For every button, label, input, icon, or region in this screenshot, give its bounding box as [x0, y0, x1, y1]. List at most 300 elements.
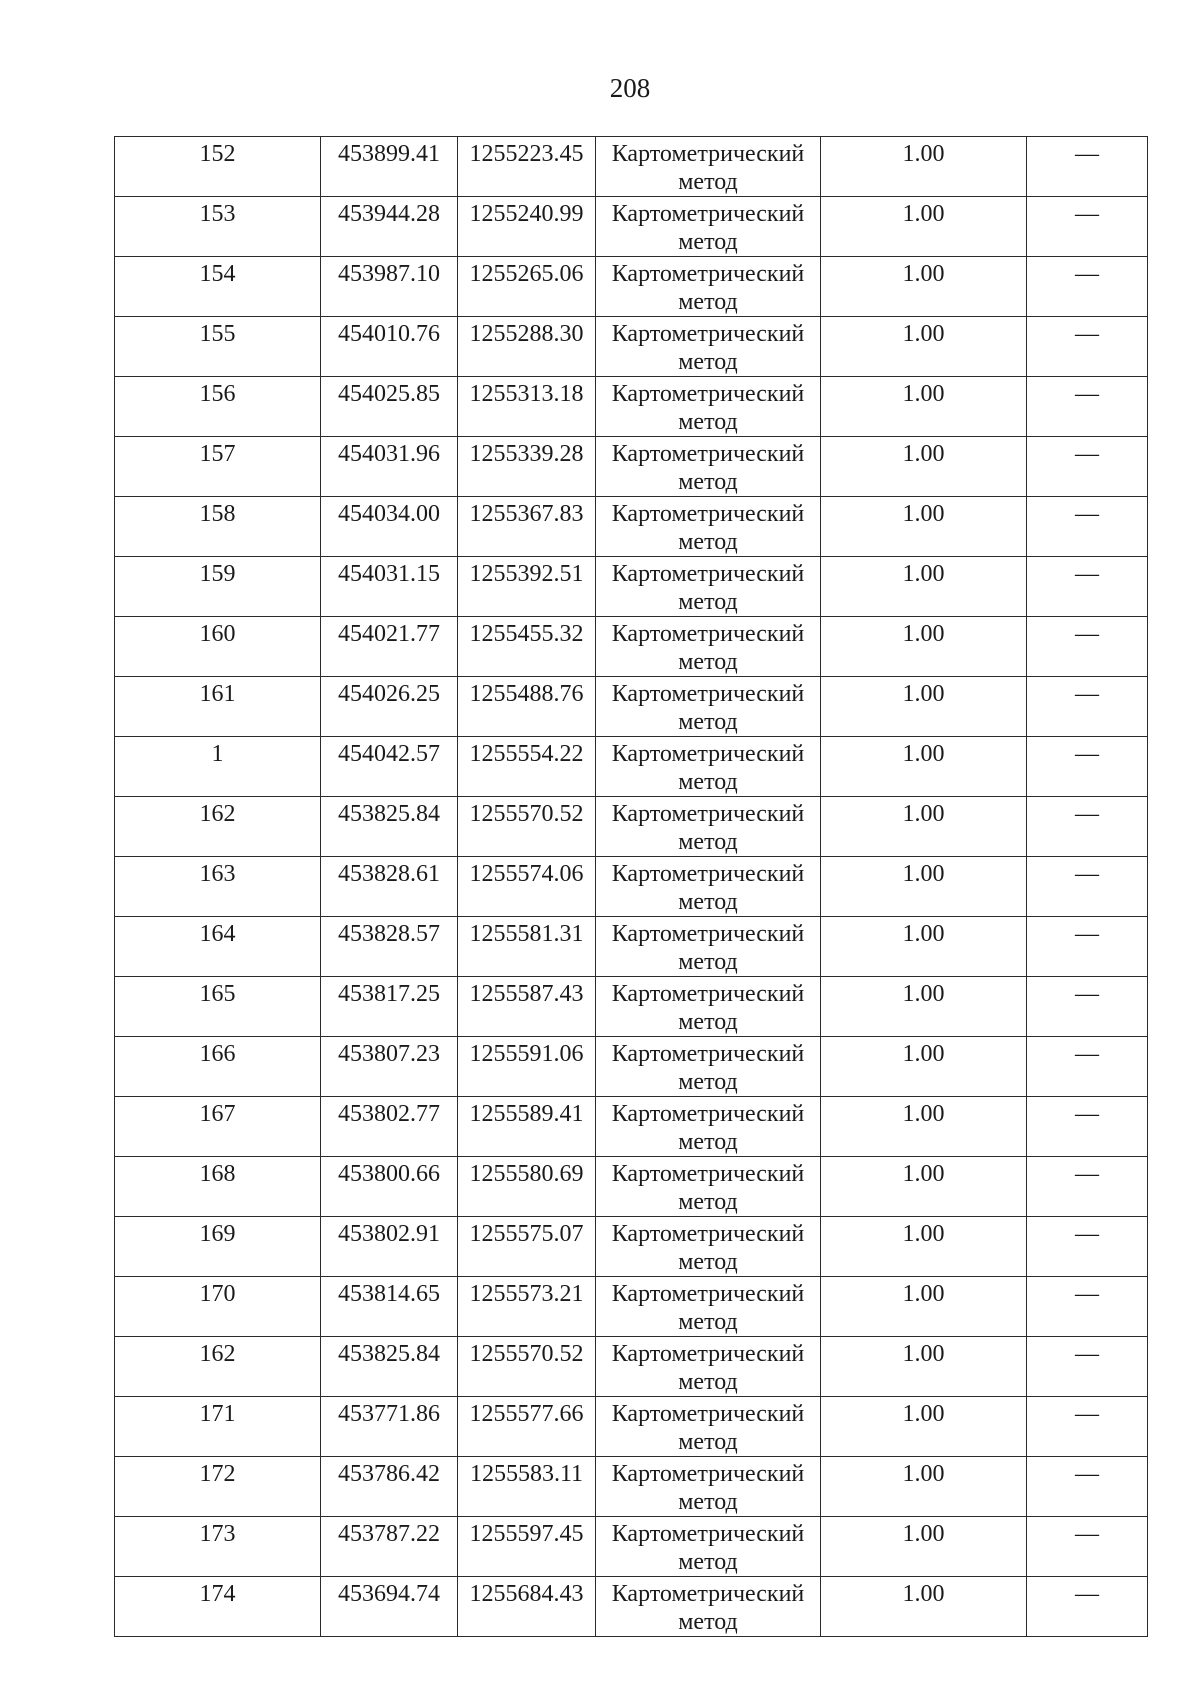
- x-coordinate-cell: [321, 1037, 458, 1097]
- method-cell: [596, 437, 821, 497]
- accuracy-value: 1.00: [902, 141, 945, 167]
- x-coordinate: 453694.74: [338, 1581, 440, 1607]
- y-coordinate-cell: [458, 1277, 596, 1337]
- x-coordinate: 453802.91: [338, 1221, 440, 1247]
- method-line-1: Картометрический: [611, 621, 805, 647]
- x-coordinate-cell: [321, 1457, 458, 1517]
- method-text: [596, 677, 820, 736]
- point-number: 157: [199, 441, 236, 467]
- y-coordinate: 1255570.52: [469, 801, 584, 827]
- point-number-cell: [115, 857, 321, 917]
- accuracy-cell: [821, 1337, 1027, 1397]
- method-line-2: метод: [678, 229, 738, 255]
- y-coordinate-cell: [458, 317, 596, 377]
- accuracy-cell: [821, 1157, 1027, 1217]
- method-cell: [596, 1337, 821, 1397]
- table-row: [115, 1457, 1148, 1517]
- y-coordinate-cell: [458, 857, 596, 917]
- method-line-2: метод: [678, 409, 738, 435]
- method-text: [596, 557, 820, 616]
- accuracy-cell: [821, 437, 1027, 497]
- method-line-1: Картометрический: [611, 1281, 805, 1307]
- accuracy-cell: [821, 1097, 1027, 1157]
- accuracy-value: 1.00: [902, 501, 945, 527]
- description-cell: [1027, 377, 1148, 437]
- table-row: [115, 737, 1148, 797]
- point-number: 169: [199, 1221, 236, 1247]
- method-line-1: Картометрический: [611, 141, 805, 167]
- y-coordinate: 1255580.69: [469, 1161, 584, 1187]
- accuracy-cell: [821, 737, 1027, 797]
- point-number-cell: [115, 1457, 321, 1517]
- y-coordinate-cell: [458, 257, 596, 317]
- method-cell: [596, 1277, 821, 1337]
- point-number: 1: [211, 741, 224, 767]
- method-line-2: метод: [678, 529, 738, 555]
- method-text: [596, 257, 820, 316]
- y-coordinate-cell: [458, 1337, 596, 1397]
- point-number: 167: [199, 1101, 236, 1127]
- accuracy-value: 1.00: [902, 741, 945, 767]
- accuracy-value: 1.00: [902, 681, 945, 707]
- method-line-2: метод: [678, 1309, 738, 1335]
- method-line-2: метод: [678, 649, 738, 675]
- y-coordinate-cell: [458, 1037, 596, 1097]
- accuracy-value: 1.00: [902, 1281, 945, 1307]
- y-coordinate: 1255589.41: [469, 1101, 584, 1127]
- dash-value: —: [1075, 1041, 1099, 1067]
- method-text: [596, 1217, 820, 1276]
- accuracy-value: 1.00: [902, 981, 945, 1007]
- method-cell: [596, 197, 821, 257]
- point-number: 172: [199, 1461, 236, 1487]
- x-coordinate: 453987.10: [338, 261, 440, 287]
- method-cell: [596, 677, 821, 737]
- method-line-2: метод: [678, 589, 738, 615]
- method-line-2: метод: [678, 1069, 738, 1095]
- method-cell: [596, 1517, 821, 1577]
- y-coordinate: 1255587.43: [469, 981, 584, 1007]
- point-number: 153: [199, 201, 236, 227]
- description-cell: [1027, 1157, 1148, 1217]
- x-coordinate: 453787.22: [338, 1521, 440, 1547]
- x-coordinate-cell: [321, 1397, 458, 1457]
- table-row: [115, 1157, 1148, 1217]
- method-line-1: Картометрический: [611, 261, 805, 287]
- method-line-2: метод: [678, 469, 738, 495]
- point-number-cell: [115, 137, 321, 197]
- y-coordinate: 1255455.32: [469, 621, 584, 647]
- accuracy-cell: [821, 1277, 1027, 1337]
- x-coordinate-cell: [321, 1577, 458, 1637]
- x-coordinate: 453814.65: [338, 1281, 440, 1307]
- accuracy-value: 1.00: [902, 1341, 945, 1367]
- point-number: 166: [199, 1041, 236, 1067]
- point-number: 160: [199, 621, 236, 647]
- y-coordinate: 1255339.28: [469, 441, 584, 467]
- accuracy-value: 1.00: [902, 1161, 945, 1187]
- method-cell: [596, 797, 821, 857]
- x-coordinate: 453817.25: [338, 981, 440, 1007]
- x-coordinate-cell: [321, 977, 458, 1037]
- method-line-2: метод: [678, 1249, 738, 1275]
- accuracy-cell: [821, 857, 1027, 917]
- accuracy-cell: [821, 1397, 1027, 1457]
- point-number: 154: [199, 261, 236, 287]
- method-line-2: метод: [678, 289, 738, 315]
- description-cell: [1027, 1037, 1148, 1097]
- dash-value: —: [1075, 1281, 1099, 1307]
- x-coordinate: 453802.77: [338, 1101, 440, 1127]
- method-text: [596, 917, 820, 976]
- point-number-cell: [115, 917, 321, 977]
- x-coordinate: 454034.00: [338, 501, 440, 527]
- table-row: [115, 1097, 1148, 1157]
- accuracy-value: 1.00: [902, 1221, 945, 1247]
- table-row: [115, 857, 1148, 917]
- point-number: 152: [199, 141, 236, 167]
- method-text: [596, 1577, 820, 1636]
- accuracy-cell: [821, 1577, 1027, 1637]
- point-number-cell: [115, 737, 321, 797]
- y-coordinate-cell: [458, 1577, 596, 1637]
- table-row: [115, 797, 1148, 857]
- accuracy-cell: [821, 137, 1027, 197]
- x-coordinate-cell: [321, 1517, 458, 1577]
- dash-value: —: [1075, 861, 1099, 887]
- method-text: [596, 1157, 820, 1216]
- point-number-cell: [115, 1217, 321, 1277]
- x-coordinate: 454025.85: [338, 381, 440, 407]
- y-coordinate-cell: [458, 377, 596, 437]
- x-coordinate: 453771.86: [338, 1401, 440, 1427]
- table-row: [115, 677, 1148, 737]
- method-cell: [596, 977, 821, 1037]
- description-cell: [1027, 1457, 1148, 1517]
- dash-value: —: [1075, 321, 1099, 347]
- method-line-2: метод: [678, 949, 738, 975]
- point-number-cell: [115, 437, 321, 497]
- description-cell: [1027, 1397, 1148, 1457]
- y-coordinate: 1255575.07: [469, 1221, 584, 1247]
- method-line-1: Картометрический: [611, 1581, 805, 1607]
- method-line-1: Картометрический: [611, 441, 805, 467]
- method-text: [596, 497, 820, 556]
- accuracy-value: 1.00: [902, 381, 945, 407]
- method-line-1: Картометрический: [611, 1221, 805, 1247]
- accuracy-value: 1.00: [902, 1461, 945, 1487]
- accuracy-value: 1.00: [902, 1581, 945, 1607]
- point-number: 162: [199, 801, 236, 827]
- accuracy-cell: [821, 617, 1027, 677]
- method-line-2: метод: [678, 169, 738, 195]
- y-coordinate: 1255583.11: [469, 1461, 584, 1487]
- point-number-cell: [115, 1577, 321, 1637]
- point-number: 171: [199, 1401, 236, 1427]
- accuracy-value: 1.00: [902, 1041, 945, 1067]
- method-line-2: метод: [678, 1129, 738, 1155]
- method-text: [596, 1337, 820, 1396]
- x-coordinate: 453800.66: [338, 1161, 440, 1187]
- point-number-cell: [115, 1037, 321, 1097]
- y-coordinate-cell: [458, 497, 596, 557]
- accuracy-cell: [821, 317, 1027, 377]
- method-line-2: метод: [678, 1009, 738, 1035]
- accuracy-cell: [821, 257, 1027, 317]
- y-coordinate: 1255240.99: [469, 201, 584, 227]
- dash-value: —: [1075, 1581, 1099, 1607]
- coordinates-table: [114, 136, 1148, 1637]
- description-cell: [1027, 857, 1148, 917]
- method-cell: [596, 857, 821, 917]
- method-cell: [596, 917, 821, 977]
- y-coordinate: 1255574.06: [469, 861, 584, 887]
- point-number: 164: [199, 921, 236, 947]
- method-cell: [596, 377, 821, 437]
- point-number-cell: [115, 1337, 321, 1397]
- x-coordinate-cell: [321, 917, 458, 977]
- x-coordinate-cell: [321, 377, 458, 437]
- method-cell: [596, 617, 821, 677]
- y-coordinate: 1255265.06: [469, 261, 584, 287]
- table-row: [115, 437, 1148, 497]
- method-cell: [596, 1397, 821, 1457]
- point-number-cell: [115, 1157, 321, 1217]
- accuracy-cell: [821, 557, 1027, 617]
- method-text: [596, 857, 820, 916]
- method-text: [596, 377, 820, 436]
- point-number-cell: [115, 497, 321, 557]
- accuracy-value: 1.00: [902, 441, 945, 467]
- accuracy-value: 1.00: [902, 921, 945, 947]
- table-row: [115, 617, 1148, 677]
- table-row: [115, 1397, 1148, 1457]
- x-coordinate-cell: [321, 797, 458, 857]
- method-text: [596, 1277, 820, 1336]
- method-cell: [596, 1217, 821, 1277]
- y-coordinate: 1255367.83: [469, 501, 584, 527]
- point-number-cell: [115, 317, 321, 377]
- accuracy-cell: [821, 1517, 1027, 1577]
- description-cell: [1027, 797, 1148, 857]
- accuracy-value: 1.00: [902, 1401, 945, 1427]
- description-cell: [1027, 437, 1148, 497]
- point-number-cell: [115, 557, 321, 617]
- dash-value: —: [1075, 201, 1099, 227]
- description-cell: [1027, 1097, 1148, 1157]
- accuracy-cell: [821, 977, 1027, 1037]
- description-cell: [1027, 197, 1148, 257]
- dash-value: —: [1075, 261, 1099, 287]
- method-line-1: Картометрический: [611, 1041, 805, 1067]
- x-coordinate: 453825.84: [338, 801, 440, 827]
- point-number: 158: [199, 501, 236, 527]
- method-line-1: Картометрический: [611, 1461, 805, 1487]
- accuracy-cell: [821, 1217, 1027, 1277]
- point-number-cell: [115, 977, 321, 1037]
- y-coordinate: 1255313.18: [469, 381, 584, 407]
- x-coordinate-cell: [321, 557, 458, 617]
- y-coordinate: 1255392.51: [469, 561, 584, 587]
- point-number: 173: [199, 1521, 236, 1547]
- accuracy-cell: [821, 497, 1027, 557]
- description-cell: [1027, 257, 1148, 317]
- y-coordinate-cell: [458, 617, 596, 677]
- method-line-1: Картометрический: [611, 801, 805, 827]
- x-coordinate: 454031.96: [338, 441, 440, 467]
- dash-value: —: [1075, 561, 1099, 587]
- y-coordinate-cell: [458, 1157, 596, 1217]
- table-row: [115, 1517, 1148, 1577]
- dash-value: —: [1075, 1341, 1099, 1367]
- point-number: 165: [199, 981, 236, 1007]
- y-coordinate: 1255554.22: [469, 741, 584, 767]
- dash-value: —: [1075, 681, 1099, 707]
- x-coordinate-cell: [321, 1277, 458, 1337]
- method-text: [596, 617, 820, 676]
- accuracy-value: 1.00: [902, 1521, 945, 1547]
- accuracy-cell: [821, 197, 1027, 257]
- table-row: [115, 197, 1148, 257]
- x-coordinate: 453825.84: [338, 1341, 440, 1367]
- point-number-cell: [115, 197, 321, 257]
- point-number-cell: [115, 1517, 321, 1577]
- description-cell: [1027, 917, 1148, 977]
- point-number: 170: [199, 1281, 236, 1307]
- method-line-1: Картометрический: [611, 1161, 805, 1187]
- method-line-1: Картометрический: [611, 1101, 805, 1127]
- accuracy-cell: [821, 677, 1027, 737]
- method-line-1: Картометрический: [611, 1521, 805, 1547]
- description-cell: [1027, 1517, 1148, 1577]
- dash-value: —: [1075, 1221, 1099, 1247]
- point-number: 161: [199, 681, 236, 707]
- method-line-1: Картометрический: [611, 1401, 805, 1427]
- method-line-1: Картометрический: [611, 1341, 805, 1367]
- y-coordinate: 1255573.21: [469, 1281, 584, 1307]
- method-cell: [596, 1097, 821, 1157]
- x-coordinate-cell: [321, 497, 458, 557]
- dash-value: —: [1075, 501, 1099, 527]
- x-coordinate: 453899.41: [338, 141, 440, 167]
- method-line-2: метод: [678, 889, 738, 915]
- y-coordinate-cell: [458, 797, 596, 857]
- table-row: [115, 1037, 1148, 1097]
- table-row: [115, 977, 1148, 1037]
- method-cell: [596, 557, 821, 617]
- x-coordinate-cell: [321, 437, 458, 497]
- method-cell: [596, 1457, 821, 1517]
- table-row: [115, 377, 1148, 437]
- y-coordinate-cell: [458, 1517, 596, 1577]
- table-row: [115, 317, 1148, 377]
- point-number: 162: [199, 1341, 236, 1367]
- method-line-2: метод: [678, 1489, 738, 1515]
- dash-value: —: [1075, 921, 1099, 947]
- point-number-cell: [115, 1097, 321, 1157]
- description-cell: [1027, 737, 1148, 797]
- table-body: [115, 137, 1148, 1637]
- y-coordinate-cell: [458, 737, 596, 797]
- method-text: [596, 1397, 820, 1456]
- method-cell: [596, 317, 821, 377]
- page-number: 208: [609, 73, 651, 103]
- x-coordinate: 453807.23: [338, 1041, 440, 1067]
- x-coordinate: 454042.57: [338, 741, 440, 767]
- point-number: 163: [199, 861, 236, 887]
- accuracy-value: 1.00: [902, 321, 945, 347]
- x-coordinate-cell: [321, 1157, 458, 1217]
- method-cell: [596, 137, 821, 197]
- method-cell: [596, 1157, 821, 1217]
- x-coordinate: 454021.77: [338, 621, 440, 647]
- dash-value: —: [1075, 981, 1099, 1007]
- dash-value: —: [1075, 1161, 1099, 1187]
- accuracy-value: 1.00: [902, 621, 945, 647]
- description-cell: [1027, 977, 1148, 1037]
- description-cell: [1027, 617, 1148, 677]
- table-row: [115, 137, 1148, 197]
- y-coordinate-cell: [458, 1097, 596, 1157]
- method-line-2: метод: [678, 1189, 738, 1215]
- accuracy-value: 1.00: [902, 861, 945, 887]
- y-coordinate-cell: [458, 437, 596, 497]
- accuracy-value: 1.00: [902, 801, 945, 827]
- method-cell: [596, 1577, 821, 1637]
- method-line-2: метод: [678, 1609, 738, 1635]
- x-coordinate-cell: [321, 1097, 458, 1157]
- y-coordinate: 1255591.06: [469, 1041, 584, 1067]
- dash-value: —: [1075, 1521, 1099, 1547]
- table-row: [115, 1277, 1148, 1337]
- method-text: [596, 137, 820, 196]
- x-coordinate: 454010.76: [338, 321, 440, 347]
- x-coordinate-cell: [321, 1337, 458, 1397]
- dash-value: —: [1075, 141, 1099, 167]
- table-row: [115, 1577, 1148, 1637]
- dash-value: —: [1075, 1461, 1099, 1487]
- dash-value: —: [1075, 741, 1099, 767]
- y-coordinate-cell: [458, 1457, 596, 1517]
- x-coordinate: 453786.42: [338, 1461, 440, 1487]
- point-number-cell: [115, 1397, 321, 1457]
- point-number: 159: [199, 561, 236, 587]
- x-coordinate-cell: [321, 857, 458, 917]
- table-row: [115, 1217, 1148, 1277]
- point-number-cell: [115, 617, 321, 677]
- method-text: [596, 197, 820, 256]
- x-coordinate-cell: [321, 257, 458, 317]
- point-number: 155: [199, 321, 236, 347]
- dash-value: —: [1075, 441, 1099, 467]
- y-coordinate-cell: [458, 677, 596, 737]
- point-number-cell: [115, 377, 321, 437]
- x-coordinate-cell: [321, 1217, 458, 1277]
- accuracy-cell: [821, 797, 1027, 857]
- method-text: [596, 1457, 820, 1516]
- x-coordinate-cell: [321, 677, 458, 737]
- dash-value: —: [1075, 1401, 1099, 1427]
- method-line-2: метод: [678, 769, 738, 795]
- accuracy-value: 1.00: [902, 261, 945, 287]
- method-line-1: Картометрический: [611, 741, 805, 767]
- method-text: [596, 317, 820, 376]
- method-line-1: Картометрический: [611, 381, 805, 407]
- method-line-2: метод: [678, 349, 738, 375]
- point-number: 168: [199, 1161, 236, 1187]
- y-coordinate: 1255577.66: [469, 1401, 584, 1427]
- method-text: [596, 437, 820, 496]
